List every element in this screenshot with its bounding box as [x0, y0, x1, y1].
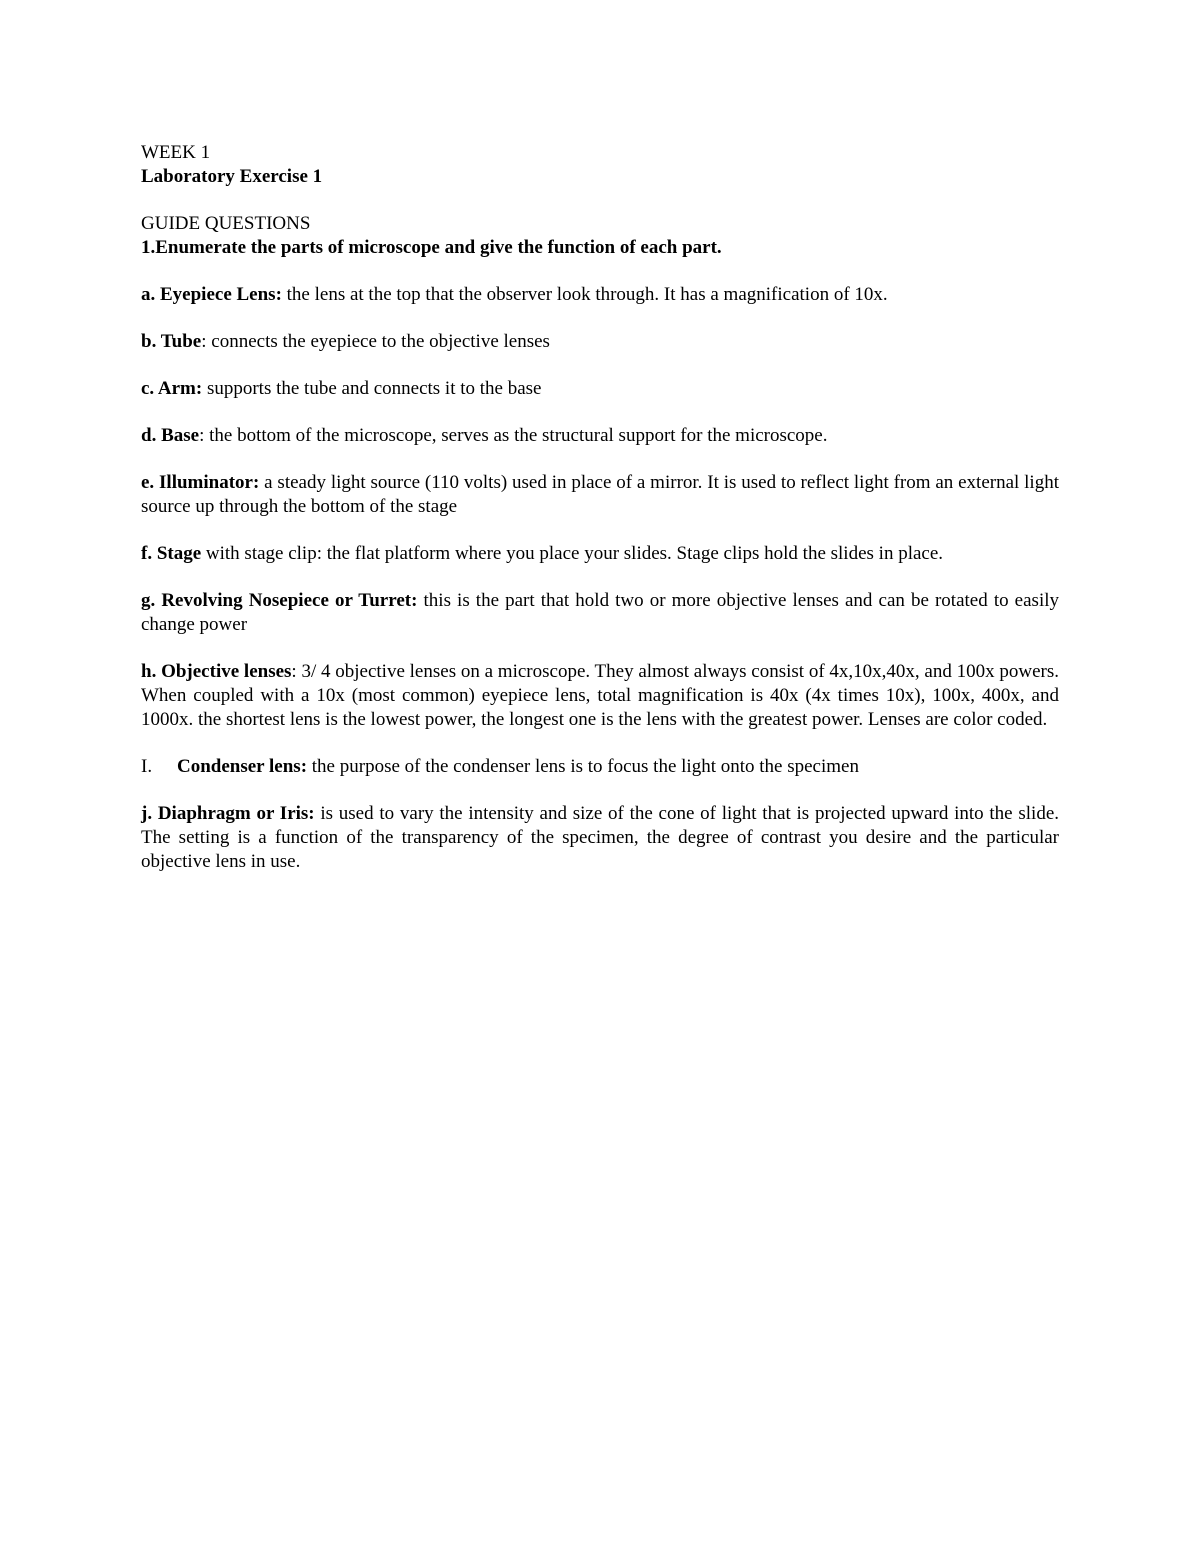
- guide-questions-heading: GUIDE QUESTIONS: [141, 213, 311, 234]
- question-1: 1.Enumerate the parts of microscope and give the function of each part.: [141, 237, 722, 258]
- exercise-title: Laboratory Exercise 1: [141, 166, 323, 187]
- spacer: [141, 189, 1059, 212]
- list-marker: I.: [141, 756, 153, 777]
- item-text: : 3/ 4 objective lenses on a microscope. They almost always consist of 4x,10x,40x, and 100x powers. When coupled with a 10x (most common) eyepiece lens, total magnification is 40x (4x times 10x), 100x, 400x, and 1000x. the shortest lens is the lowest power, the longest one is the lens with the greatest power. Lenses are color coded.: [141, 661, 1059, 730]
- item-text: a steady light source (110 volts) used in place of a mirror. It is used to reflect light from an external light source up through the bottom of the stage: [141, 472, 1059, 517]
- item-term: b. Tube: [141, 331, 202, 352]
- item-revolving-nosepiece: [141, 589, 1059, 637]
- week-heading: WEEK 1: [141, 142, 211, 163]
- item-text: the lens at the top that the observer look through. It has a magnification of 10x.: [281, 284, 888, 305]
- item-illuminator: [141, 471, 1059, 519]
- item-term: g. Revolving Nosepiece or Turret:: [141, 590, 418, 611]
- item-term: f. Stage: [141, 543, 202, 564]
- item-text: supports the tube and connects it to the base: [202, 378, 542, 399]
- item-term: d. Base: [141, 425, 200, 446]
- item-condenser-lens: [141, 755, 1059, 779]
- item-body: [177, 755, 859, 779]
- item-diaphragm: [141, 802, 1059, 874]
- item-term: c. Arm:: [141, 378, 203, 399]
- item-arm: [141, 377, 1059, 401]
- item-term: j. Diaphragm or Iris:: [141, 803, 315, 824]
- item-text: : the bottom of the microscope, serves as the structural support for the microscope.: [199, 425, 828, 446]
- item-term: Condenser lens:: [177, 756, 308, 777]
- document-page: [141, 141, 1059, 897]
- item-text: : connects the eyepiece to the objective lenses: [201, 331, 550, 352]
- item-text: this is the part that hold two or more objective lenses and can be rotated to easily change power: [141, 590, 1059, 635]
- item-text: with stage clip: the flat platform where you place your slides. Stage clips hold the slides in place.: [201, 543, 944, 564]
- item-eyepiece-lens: [141, 283, 1059, 307]
- item-objective-lenses: [141, 660, 1059, 732]
- spacer: [141, 260, 1059, 283]
- item-term: h. Objective lenses: [141, 661, 292, 682]
- item-tube: [141, 330, 1059, 354]
- item-term: e. Illuminator:: [141, 472, 260, 493]
- item-stage: [141, 542, 1059, 566]
- item-term: a. Eyepiece Lens:: [141, 284, 282, 305]
- item-base: [141, 424, 1059, 448]
- item-text: the purpose of the condenser lens is to focus the light onto the specimen: [307, 756, 859, 777]
- item-text: is used to vary the intensity and size of the cone of light that is projected upward into the slide. The setting is a function of the transparency of the specimen, the degree of contrast you desire and the particular objective lens in use.: [141, 803, 1059, 872]
